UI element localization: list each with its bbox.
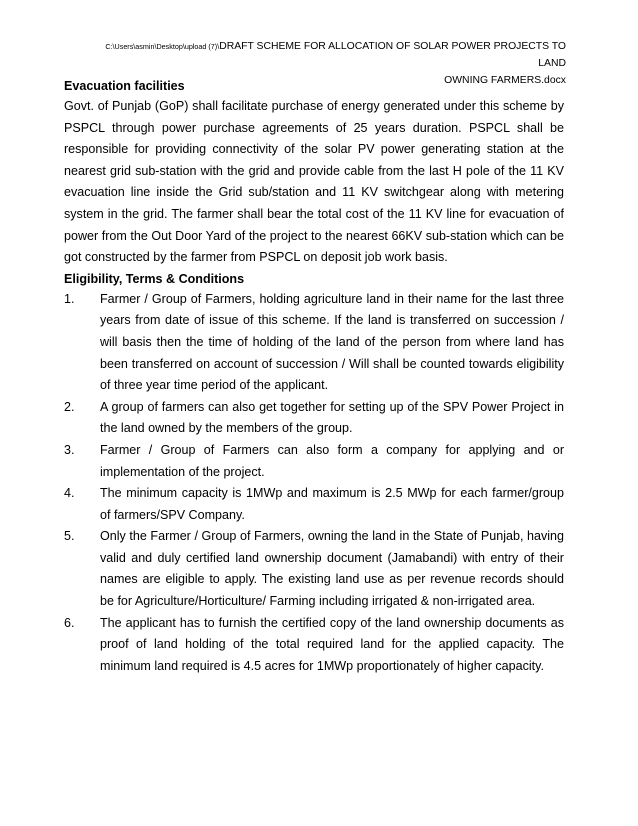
evacuation-heading: Evacuation facilities bbox=[64, 79, 185, 93]
list-item-number: 1. bbox=[64, 291, 75, 306]
list-item-number: 2. bbox=[64, 399, 75, 414]
evacuation-paragraph: Govt. of Punjab (GoP) shall facilitate purchase of energy generated under this scheme by PSPCL through power purchase agreements of 25 years duration. PSPCL shall be responsible for providing connectivity of the solar PV power generating station at the nearest grid sub-station with the grid and provide cable from the last H pole of the 11 KV evacuation line inside the Grid sub/station and 11 KV switchgear along with metering system in the grid. The farmer shall bear the total cost of the 11 KV line for evacuation of power from the Out Door Yard of the project to the nearest 66KV sub-station which can be got constructed by the farmer from PSPCL on deposit job work basis. bbox=[64, 99, 564, 265]
list-item-number: 4. bbox=[64, 486, 75, 501]
list-item-number: 6. bbox=[64, 615, 75, 630]
list-item bbox=[64, 440, 564, 483]
document-body bbox=[64, 76, 564, 677]
list-item-text: Farmer / Group of Farmers can also form a company for applying and or implementation of the project. bbox=[100, 442, 564, 479]
eligibility-heading: Eligibility, Terms & Conditions bbox=[64, 271, 245, 286]
list-item bbox=[64, 289, 564, 397]
document-title: DRAFT SCHEME FOR ALLOCATION OF SOLAR POWER PROJECTS TO LAND bbox=[219, 41, 566, 69]
list-item bbox=[64, 483, 564, 526]
list-item bbox=[64, 526, 564, 612]
list-item-text: The minimum capacity is 1MWp and maximum is 2.5 MWp for each farmer/group of farmers/SPV Company. bbox=[100, 486, 564, 522]
document-title-continued: OWNING FARMERS.docx bbox=[444, 75, 566, 86]
list-item-text: Farmer / Group of Farmers, holding agriculture land in their name for the last three years from date of issue of this scheme. If the land is transferred on succession / will basis then the time of holding of the land of the person from where land has been transferred on account of succession / Will shall be counted towards eligibility of three year time period of the applicant. bbox=[100, 291, 564, 393]
header-line-1 bbox=[80, 38, 566, 72]
eligibility-list bbox=[64, 289, 564, 678]
list-item-number: 5. bbox=[64, 529, 75, 544]
list-item-text: The applicant has to furnish the certified copy of the land ownership documents as proof of land holding of the total required land for the applied capacity. The minimum land required is 4.5 acres for 1MWp proportionately of higher capacity. bbox=[100, 615, 564, 673]
file-path: C:\Users\asmin\Desktop\upload (7)\ bbox=[105, 42, 220, 51]
list-item-number: 3. bbox=[64, 442, 75, 457]
list-item-text: Only the Farmer / Group of Farmers, owning the land in the State of Punjab, having valid and duly certified land ownership document (Jamabandi) with entry of their names are eligible to apply. The existing land use as per revenue records should be for Agriculture/Horticulture/ Farming including irrigated & non-irrigated area. bbox=[100, 529, 564, 609]
list-item bbox=[64, 613, 564, 678]
list-item-text: A group of farmers can also get together for setting up of the SPV Power Project in the land owned by the members of the group. bbox=[100, 399, 564, 436]
list-item bbox=[64, 397, 564, 440]
